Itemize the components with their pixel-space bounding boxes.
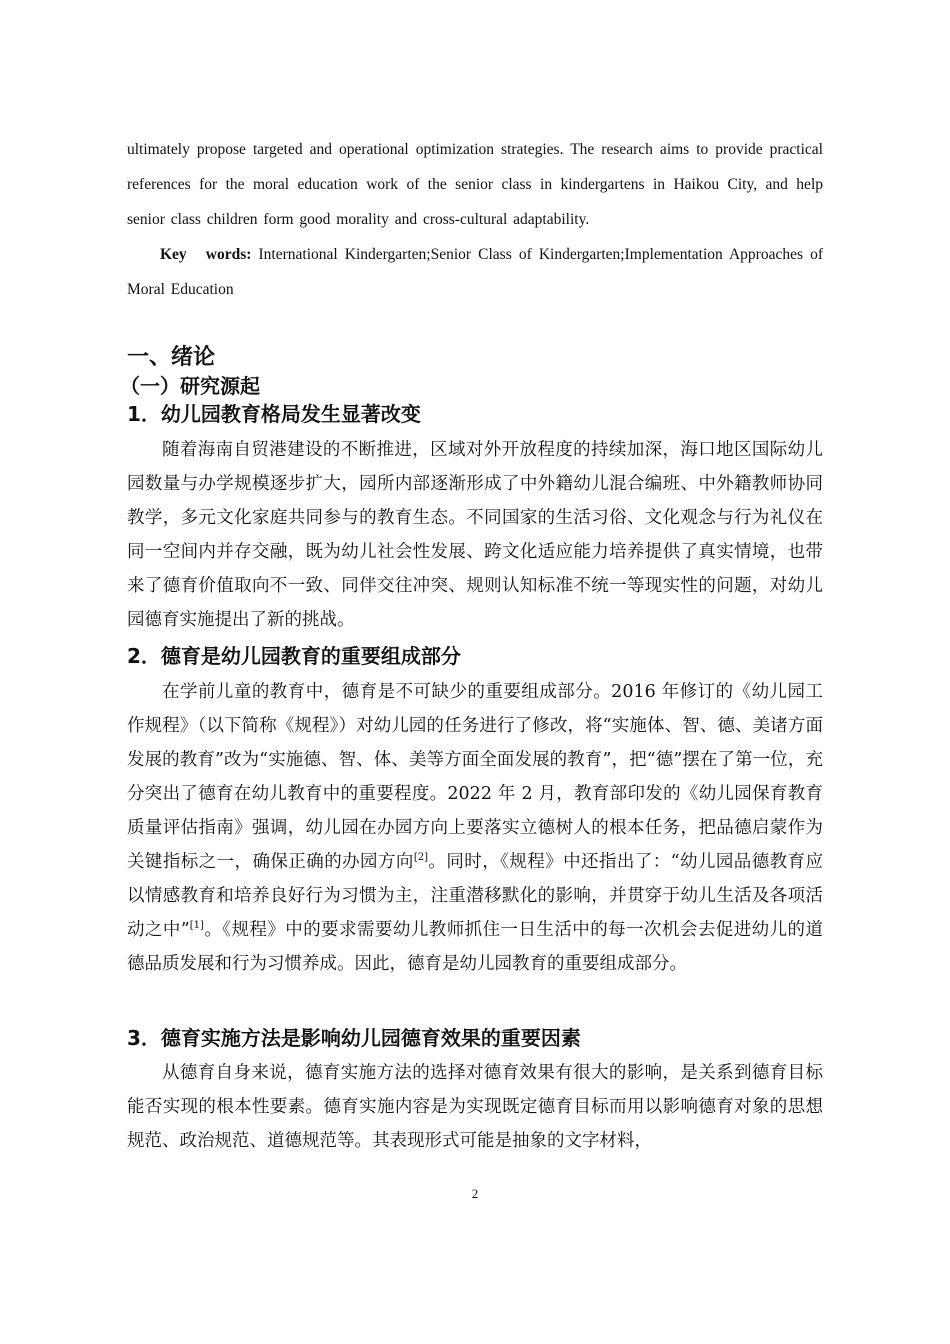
subsection-2-text-part3: 。《规程》中的要求需要幼儿教师抓住一日生活中的每一次机会去促进幼儿的道德品质发展和行为习惯养成。因此，德育是幼儿园教育的重要组成部分。 [127,920,823,974]
subsection-2-text-part2: 。同时，《规程》中还指出了：“幼儿园品德教育应以情感教育和培养良好行为习惯为主，注重潜移默化的影响，并贯穿于幼儿生活及各项活动之中” [127,852,823,940]
keywords-text: International Kindergarten;Senior Class of Kindergarten;Implementation Approaches of Moral Education [127,246,824,298]
chapter-title: 一、绪论 [127,345,216,370]
citation-2: [2] [413,852,428,864]
page-number: 2 [471,1186,479,1201]
abstract-continuation: ultimately propose targeted and operational optimization strategies. The research aims to provide practical references for the moral education work of the senior class in kindergartens in Haikou City, and help senior class children form good morality and cross-cultural adaptability. [127,141,823,228]
keywords-paragraph [127,237,823,307]
subsection-2-title: 2．德育是幼儿园教育的重要组成部分 [127,644,461,668]
subsection-3-paragraph: 从德育自身来说，德育实施方法的选择对德育效果有很大的影响，是关系到德育目标能否实现的根本性要素。德育实施内容是为实现既定德育目标而用以影响德育对象的思想规范、政治规范、道德规范等。其表现形式可能是抽象的文字材料， [127,1063,823,1151]
subsection-2-paragraph [127,675,823,981]
subsection-2-text-part1: 在学前儿童的教育中，德育是不可缺少的重要组成部分。2016 年修订的《幼儿园工作规程》（以下简称《规程》）对幼儿园的任务进行了修改，将“实施体、智、德、美诸方面发展的教育”改为“实施德、智、体、美等方面全面发展的教育”，把“德”摆在了第一位，充分突出了德育在幼儿教育中的重要程度。2022 年 2 月，教育部印发的《幼儿园保育教育质量评估指南》强调，幼儿园在办园方向上要落实立德树人的根本任务，把品德启蒙作为关键指标之一，确保正确的办园方向 [127,682,823,872]
subsection-1-title: 1．幼儿园教育格局发生显著改变 [127,402,421,426]
subsection-3-title: 3．德育实施方法是影响幼儿园德育效果的重要因素 [127,1026,581,1050]
citation-1: [1] [189,920,204,932]
keywords-label: Key words: [160,246,252,263]
subsection-1-paragraph: 随着海南自贸港建设的不断推进，区域对外开放程度的持续加深，海口地区国际幼儿园数量与办学规模逐步扩大，园所内部逐渐形成了中外籍幼儿混合编班、中外籍教师协同教学，多元文化家庭共同参与的教育生态。不同国家的生活习俗、文化观念与行为礼仪在同一空间内并存交融，既为幼儿社会性发展、跨文化适应能力培养提供了真实情境，也带来了德育价值取向不一致、同伴交往冲突、规则认知标准不统一等现实性的问题，对幼儿园德育实施提出了新的挑战。 [127,440,823,630]
section-title: （一）研究源起 [120,374,260,398]
